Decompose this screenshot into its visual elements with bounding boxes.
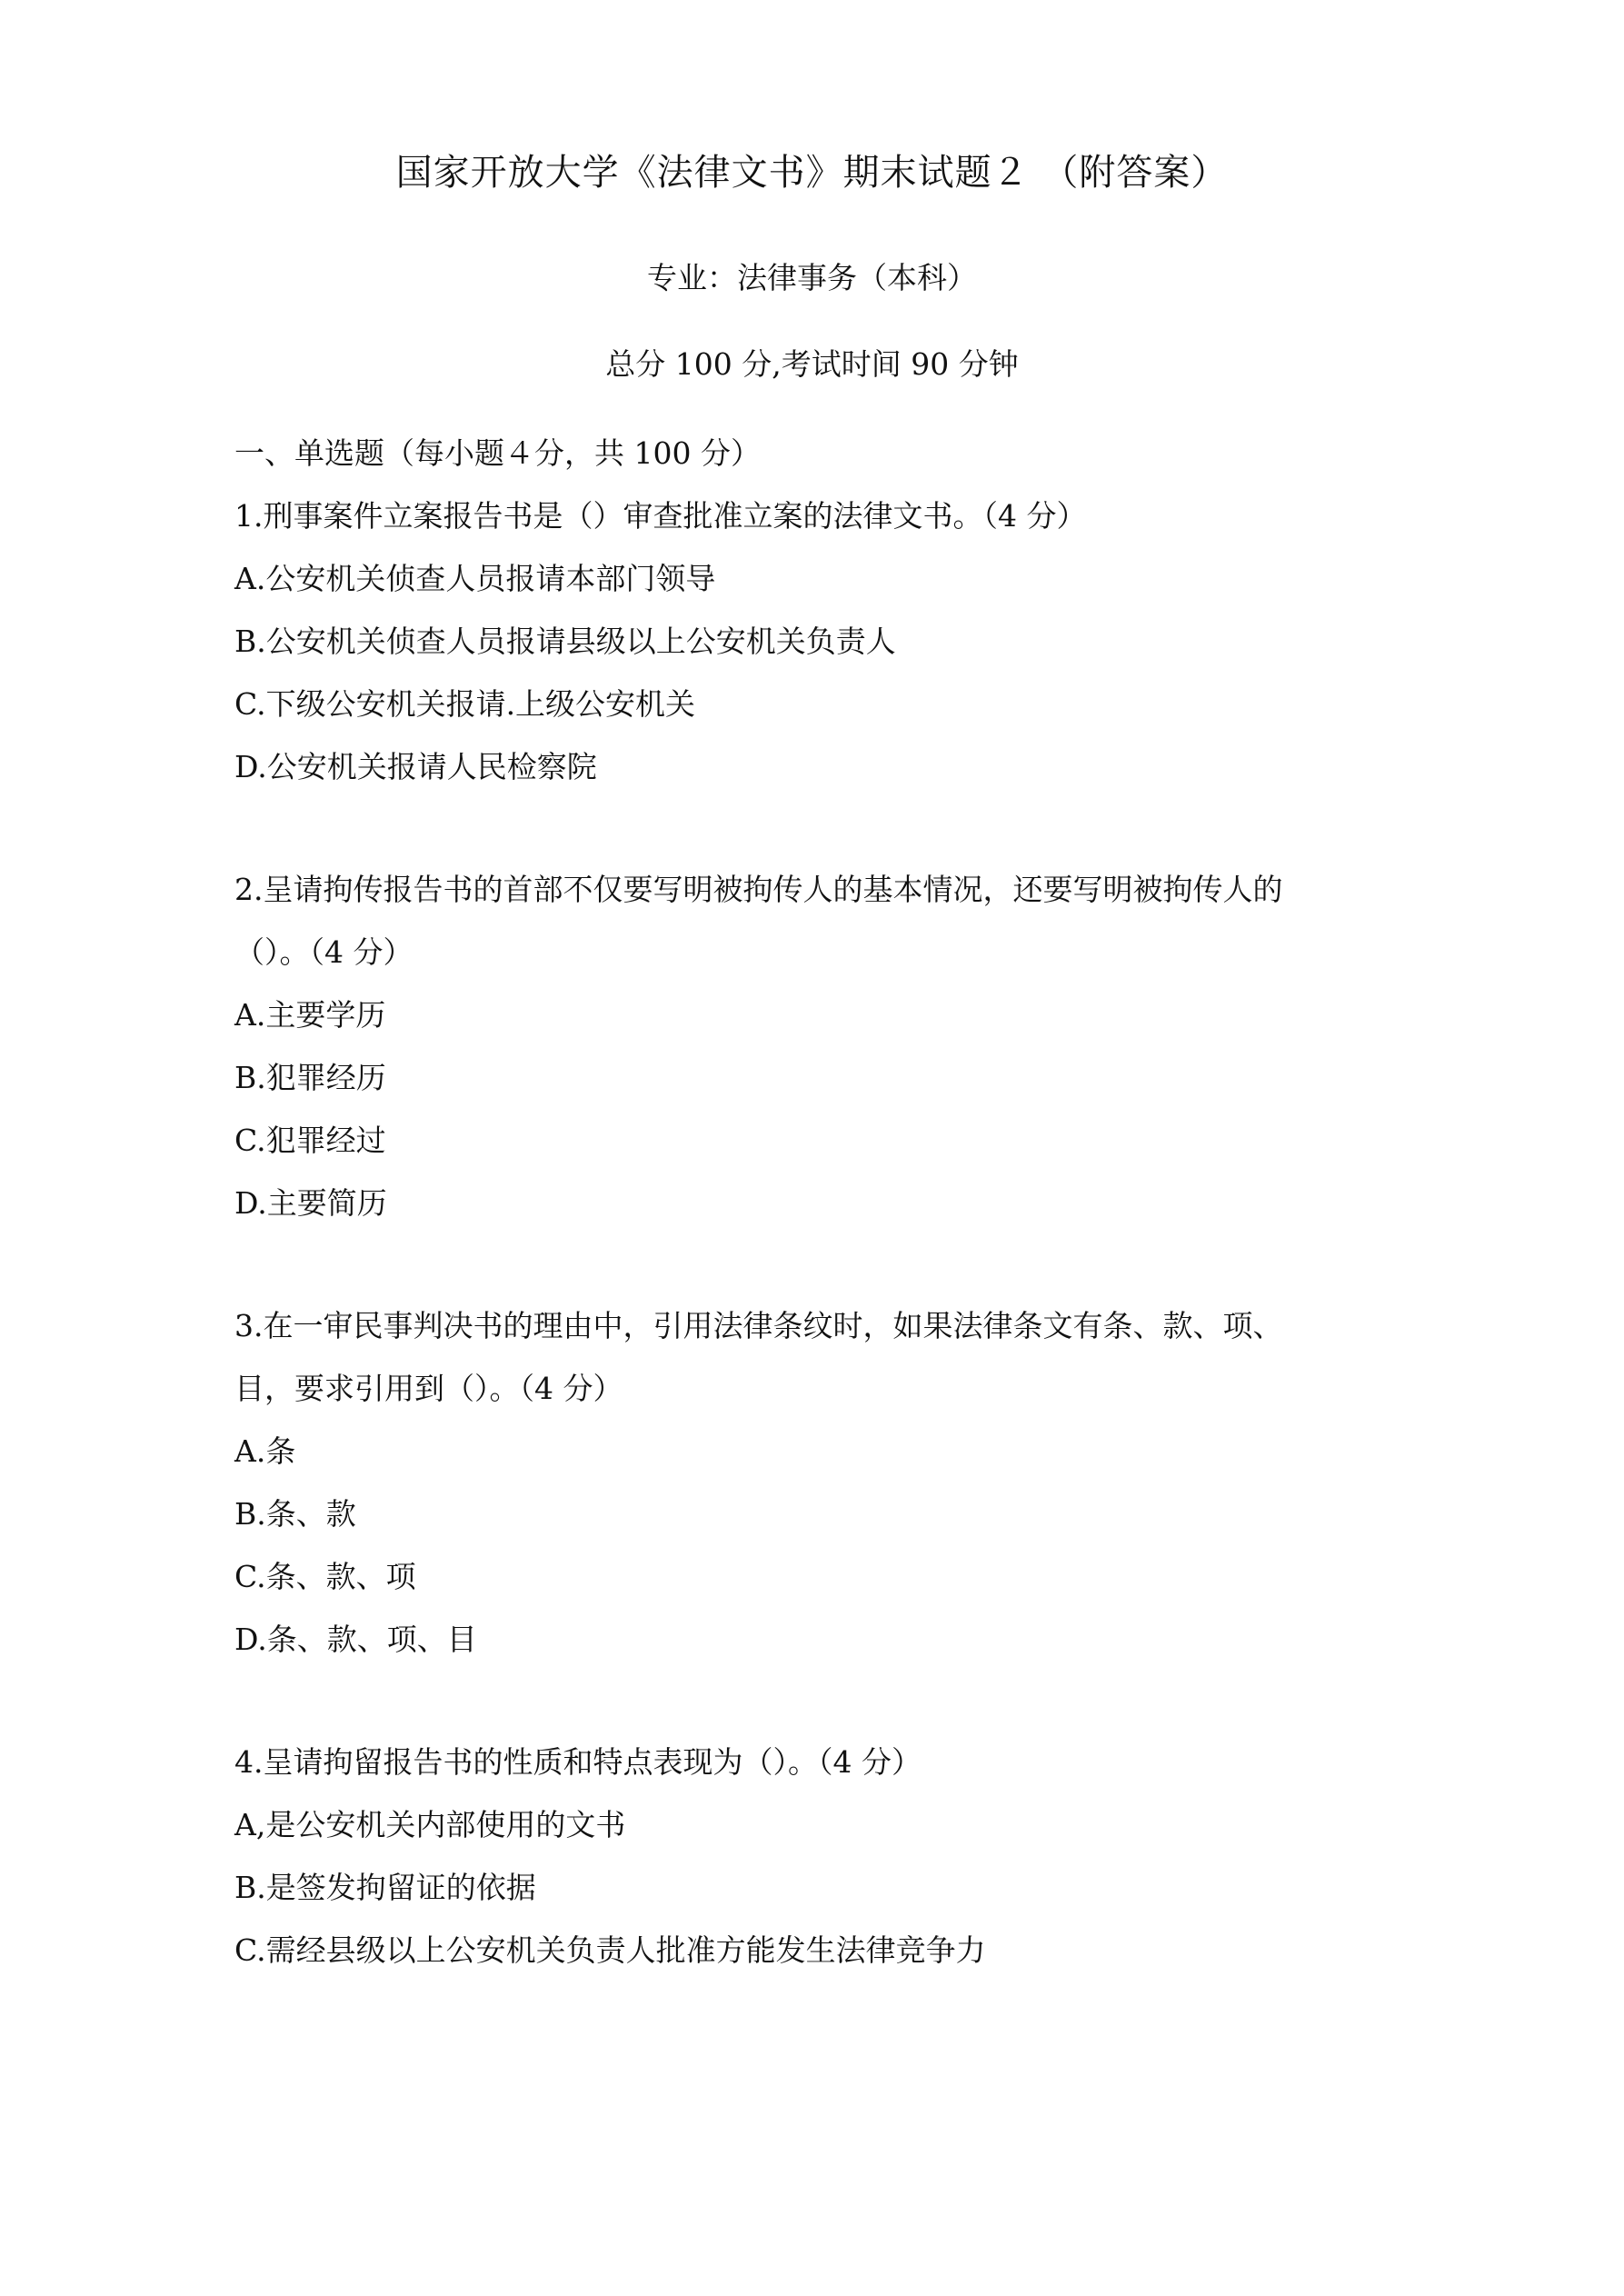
score-time-line: 总分 100 分,考试时间 90 分钟 — [605, 346, 1019, 382]
question-text: 4.呈请拘留报告书的性质和特点表现为（）。（4 分） — [234, 1744, 922, 1780]
option-c: C.条、款、项 — [234, 1559, 416, 1594]
option-c: C.下级公安机关报请.上级公安机关 — [234, 686, 696, 722]
question-text: 3.在一审民事判决书的理由中，引用法律条纹时，如果法律条文有条、款、项、 — [234, 1308, 1283, 1343]
question-2 — [234, 858, 1416, 1234]
exam-content — [234, 422, 1416, 1982]
question-1 — [234, 484, 1416, 798]
question-4 — [234, 1731, 1416, 1982]
option-c: C.需经县级以上公安机关负责人批准方能发生法律竞争力 — [234, 1932, 986, 1968]
major-line: 专业：法律事务（本科） — [647, 260, 977, 295]
option-a: A,是公安机关内部使用的文书 — [234, 1807, 626, 1842]
option-b: B.犯罪经历 — [234, 1060, 386, 1095]
option-a: A.主要学历 — [234, 997, 386, 1033]
option-d: D.条、款、项、目 — [234, 1622, 477, 1657]
option-d: D.主要简历 — [234, 1185, 387, 1221]
option-c: C.犯罪经过 — [234, 1123, 386, 1158]
option-b: B.是签发拘留证的依据 — [234, 1870, 536, 1905]
option-d: D.公安机关报请人民检察院 — [234, 749, 597, 784]
question-text-continued: （）。（4 分） — [234, 934, 413, 970]
option-b: B.公安机关侦查人员报请县级以上公安机关负责人 — [234, 624, 896, 659]
question-3 — [234, 1294, 1416, 1671]
option-a: A.条 — [234, 1433, 296, 1469]
document-title: 国家开放大学《法律文书》期末试题２ （附答案） — [395, 152, 1229, 194]
question-text: 1.刑事案件立案报告书是（）审查批准立案的法律文书。（4 分） — [234, 498, 1087, 534]
option-a: A.公安机关侦查人员报请本部门领导 — [234, 561, 716, 596]
section-heading: 一、单选题（每小题４分，共 100 分） — [234, 435, 761, 471]
option-b: B.条、款 — [234, 1496, 356, 1532]
question-text-continued: 目，要求引用到（）。（4 分） — [234, 1371, 623, 1406]
question-text: 2.呈请拘传报告书的首部不仅要写明被拘传人的基本情况，还要写明被拘传人的 — [234, 872, 1283, 907]
